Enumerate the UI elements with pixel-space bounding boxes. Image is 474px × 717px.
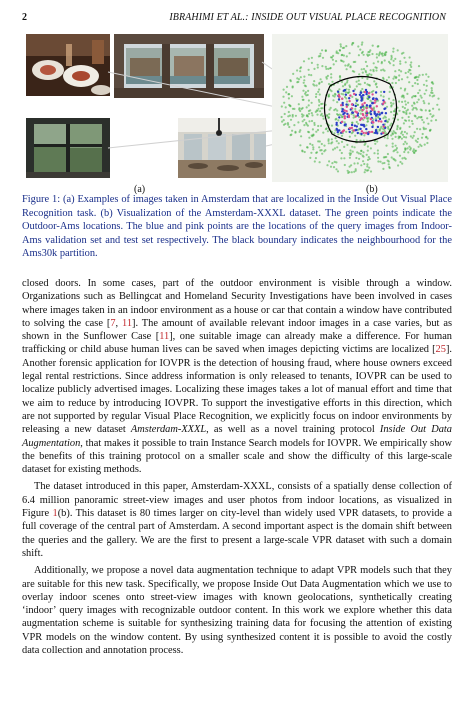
figure-caption: Figure 1: (a) Examples of images taken in Amsterdam that are localized in the Inside Out Visual Place Recognition task. (b) Visualization of the Amsterdam-XXXL dataset. The green points indicate the Outdoor-Ams locations. The blue and pink points are the locations of the query images from Indoor-Ams validation set and test set respectively. The black boundary indicates the neighbourhood for the Ams30k partition. — [22, 194, 452, 260]
page-header — [22, 12, 446, 26]
figure-1 — [0, 32, 474, 192]
subfigure-label-a: (a) — [134, 184, 146, 195]
subfigure-label-b: (b) — [366, 184, 378, 195]
paragraph-1: closed doors. In some cases, part of the outdoor environment is visible through a window. Organizations such as Bellingcat and Homeland Security Investigations have been involved in cases where images taken in an indoor environment as a house or car that contain a window have contributed to solving the case [7, 11]. The amount of available relevant indoor images in a case varies, but as shown in the Sunflower Case [11], one suitable image can already make a difference. For human trafficking or child abuse human lives can be saved when images depicting victims are localized [25]. Another forensic application for IOVPR is the detection of housing fraud, where house owners exceed legal rental restrictions. Since address information is only released to tenants, IOVPR can be used to localize publicly advertised images. Localizing these images takes a lot of manual effort and time that we aim to reduce by introducing IOVPR. To support the investigative efforts in this direction, which are not supported by regular Visual Place Recognition, we explicitly focus on indoor environments by releasing a new dataset Amsterdam-XXXL, as well as a novel training protocol Inside Out Data Augmentation, that makes it possible to train Instance Search models for IOVPR. We empirically show the benefits of this training protocol on a smaller scale and show the difficulty of this large-scale dataset for existing methods. — [22, 278, 452, 476]
amsterdam-map — [272, 34, 448, 182]
paragraph-2: The dataset introduced in this paper, Amsterdam-XXXL, consists of a spatially dense collection of 6.4 million panoramic street-view images and user photos from indoor locations, as visualized in Figure 1(b). This dataset is 80 times larger on city-level than widely used VPR datasets, to provide a full coverage of the central part of Amsterdam. A second important aspect is the domain shift between the queries and the gallery. We are the first to present a large-scale VPR dataset with such a domain shift. — [22, 481, 452, 559]
body-text — [22, 277, 452, 661]
page-number: 2 — [22, 12, 27, 23]
running-title: IBRAHIMI ET AL.: INSIDE OUT VISUAL PLACE RECOGNITION — [169, 12, 446, 23]
figure-link[interactable]: 1 — [52, 508, 58, 520]
paragraph-3: Additionally, we propose a novel data augmentation technique to adapt VPR models such that they are suitable for this new task. Specifically, we propose Inside Out Data Augmentation which we use to overlay indoor scenes onto street-view images with known geolocations, synthetically creating ‘indoor’ query images with recognizable outdoor content. In this work we explore whether this data augmentation scheme is suitable for synthesizing training data for focusing the attention of existing VPR models on the window content. By using synthesized content it is possible to avoid the costly data collection and annotation process. — [22, 565, 452, 657]
citation-link[interactable]: 7 — [110, 317, 116, 329]
citation-link[interactable]: 11 — [159, 331, 170, 343]
citation-link[interactable]: 25 — [435, 344, 446, 356]
citation-link[interactable]: 11 — [122, 317, 133, 329]
